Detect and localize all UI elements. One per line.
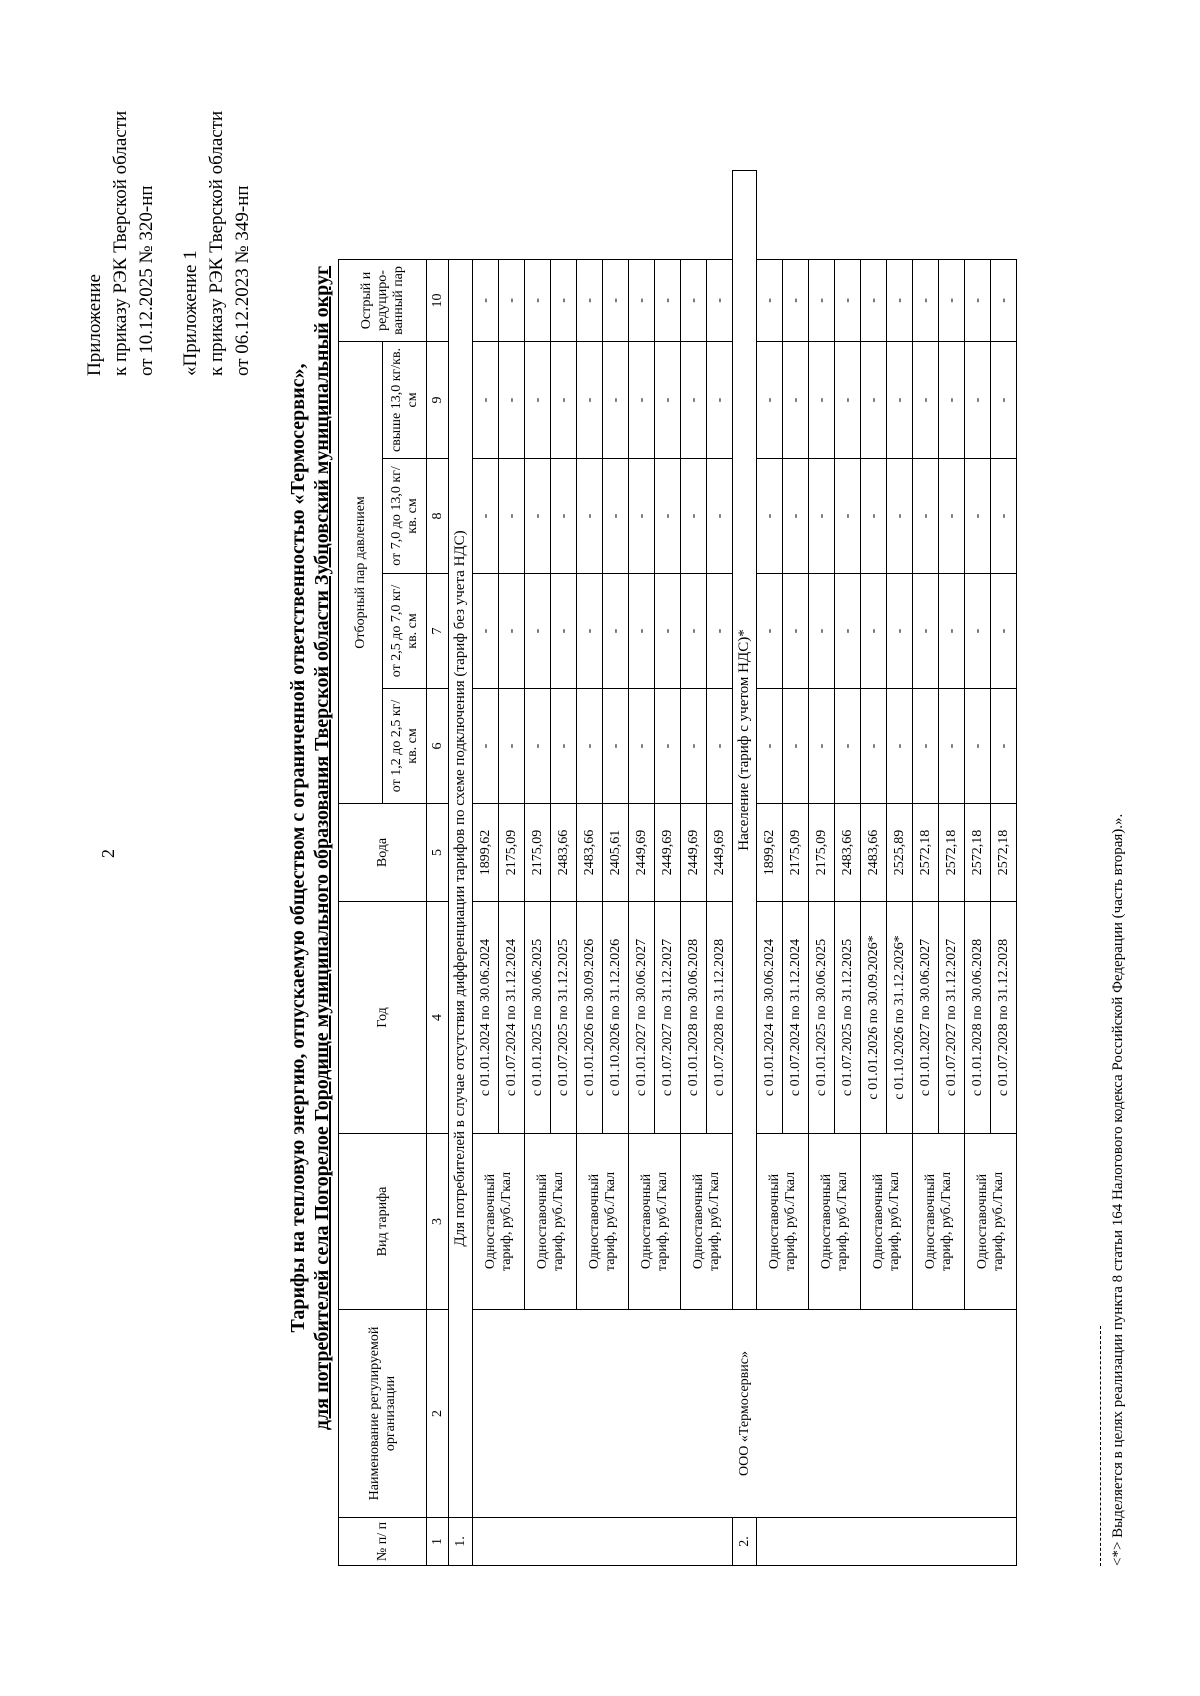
empty-value-cell: - bbox=[913, 458, 939, 573]
tariff-label-line: Одноставочный bbox=[974, 1173, 990, 1270]
empty-value-cell: - bbox=[525, 458, 551, 573]
empty-value-cell: - bbox=[499, 458, 525, 573]
empty-value-cell: - bbox=[473, 688, 499, 803]
empty-value-cell: - bbox=[681, 573, 707, 688]
empty-value-cell: - bbox=[551, 688, 577, 803]
tariff-label-line: тариф, руб./Гкал bbox=[990, 1171, 1006, 1272]
empty-value-cell: - bbox=[809, 259, 835, 341]
empty-value-cell: - bbox=[913, 688, 939, 803]
header-year: Год bbox=[339, 901, 427, 1133]
water-tariff-cell: 2483,66 bbox=[551, 803, 577, 901]
tariff-label-line: тариф, руб./Гкал bbox=[834, 1171, 850, 1272]
period-cell: с 01.07.2024 по 31.12.2024 bbox=[783, 901, 809, 1133]
tariff-type-cell bbox=[525, 1133, 577, 1309]
empty-value-cell: - bbox=[913, 341, 939, 458]
period-cell: с 01.10.2026 по 31.12.2026 bbox=[603, 901, 629, 1133]
empty-value-cell: - bbox=[499, 341, 525, 458]
empty-value-cell: - bbox=[707, 688, 733, 803]
empty-value-cell: - bbox=[629, 573, 655, 688]
header-water: Вода bbox=[339, 803, 427, 901]
water-tariff-cell: 2449,69 bbox=[707, 803, 733, 901]
empty-value-cell: - bbox=[525, 341, 551, 458]
section-number: 2. bbox=[733, 1517, 757, 1565]
period-cell: с 01.01.2024 по 30.06.2024 bbox=[757, 901, 783, 1133]
period-cell: с 01.01.2026 по 30.09.2026 bbox=[577, 901, 603, 1133]
water-tariff-cell: 2175,09 bbox=[809, 803, 835, 901]
empty-value-cell: - bbox=[757, 341, 783, 458]
section-title: Для потребителей в случае отсутствия дифференциации тарифов по схеме подключения (тариф без учета НДС) bbox=[449, 259, 473, 1517]
empty-value-cell: - bbox=[783, 341, 809, 458]
empty-value-cell: - bbox=[473, 341, 499, 458]
empty-value-cell: - bbox=[655, 573, 681, 688]
tariff-label-line: Одноставочный bbox=[766, 1173, 782, 1270]
number-cell bbox=[473, 1517, 733, 1565]
empty-value-cell: - bbox=[603, 341, 629, 458]
appendix-line: «Приложение 1 bbox=[180, 250, 201, 376]
empty-value-cell: - bbox=[551, 259, 577, 341]
empty-value-cell: - bbox=[887, 341, 913, 458]
tariff-label-line: Одноставочный bbox=[870, 1173, 886, 1270]
empty-value-cell: - bbox=[499, 688, 525, 803]
tariff-type-cell bbox=[913, 1133, 965, 1309]
header-steam1: от 1,2 до 2,5 кг/кв. см bbox=[383, 688, 427, 803]
empty-value-cell: - bbox=[861, 341, 887, 458]
header-steam-group: Отборный пар давлением bbox=[339, 341, 383, 803]
empty-value-cell: - bbox=[707, 458, 733, 573]
empty-value-cell: - bbox=[965, 458, 991, 573]
empty-value-cell: - bbox=[913, 573, 939, 688]
water-tariff-cell: 2483,66 bbox=[835, 803, 861, 901]
title-line-1: Тарифы на тепловую энергию, отпускаемую обществом с ограниченной ответственностью «Термосервис», bbox=[287, 363, 309, 1333]
table-row bbox=[473, 171, 499, 1566]
header-steam2: от 2,5 до 7,0 кг/кв. см bbox=[383, 573, 427, 688]
empty-value-cell: - bbox=[577, 341, 603, 458]
period-cell: с 01.01.2028 по 30.06.2028 bbox=[681, 901, 707, 1133]
empty-value-cell: - bbox=[835, 259, 861, 341]
empty-value-cell: - bbox=[835, 688, 861, 803]
empty-value-cell: - bbox=[603, 259, 629, 341]
column-number: 1 bbox=[427, 1517, 449, 1565]
empty-value-cell: - bbox=[499, 259, 525, 341]
empty-value-cell: - bbox=[629, 341, 655, 458]
tariff-table bbox=[338, 170, 1017, 1566]
empty-value-cell: - bbox=[681, 688, 707, 803]
empty-value-cell: - bbox=[525, 259, 551, 341]
tariff-label-line: Одноставочный bbox=[690, 1173, 706, 1270]
empty-value-cell: - bbox=[757, 458, 783, 573]
water-tariff-cell: 2175,09 bbox=[783, 803, 809, 901]
empty-value-cell: - bbox=[707, 259, 733, 341]
header-organization: Наименование регулируемой организации bbox=[339, 1309, 427, 1517]
footnote-separator bbox=[1100, 1326, 1101, 1566]
number-cell bbox=[757, 1517, 1017, 1565]
empty-value-cell: - bbox=[913, 259, 939, 341]
title-line-2: для потребителей села Погорелое Городище муниципального образования Тверской области Зубцовский муниципальный округ bbox=[311, 265, 333, 1431]
empty-value-cell: - bbox=[991, 688, 1017, 803]
empty-value-cell: - bbox=[939, 458, 965, 573]
column-number: 8 bbox=[427, 458, 449, 573]
section-number: 1. bbox=[449, 1517, 473, 1565]
empty-value-cell: - bbox=[965, 573, 991, 688]
column-number: 9 bbox=[427, 341, 449, 458]
empty-value-cell: - bbox=[473, 259, 499, 341]
empty-value-cell: - bbox=[939, 573, 965, 688]
empty-value-cell: - bbox=[707, 341, 733, 458]
appendix-line: от 06.12.2023 № 349-нп bbox=[232, 185, 253, 376]
empty-value-cell: - bbox=[965, 341, 991, 458]
water-tariff-cell: 2525,89 bbox=[887, 803, 913, 901]
empty-value-cell: - bbox=[577, 259, 603, 341]
period-cell: с 01.07.2027 по 31.12.2027 bbox=[939, 901, 965, 1133]
period-cell: с 01.07.2028 по 31.12.2028 bbox=[991, 901, 1017, 1133]
empty-value-cell: - bbox=[681, 259, 707, 341]
water-tariff-cell: 2175,09 bbox=[499, 803, 525, 901]
empty-value-cell: - bbox=[861, 458, 887, 573]
empty-value-cell: - bbox=[835, 458, 861, 573]
water-tariff-cell: 1899,62 bbox=[473, 803, 499, 901]
empty-value-cell: - bbox=[629, 688, 655, 803]
period-cell: с 01.01.2027 по 30.06.2027 bbox=[913, 901, 939, 1133]
appendix-line: от 10.12.2025 № 320-нп bbox=[136, 185, 157, 376]
tariff-type-cell bbox=[965, 1133, 1017, 1309]
empty-value-cell: - bbox=[757, 573, 783, 688]
header-number: № п/ п bbox=[339, 1517, 427, 1565]
section-row bbox=[449, 171, 473, 1566]
water-tariff-cell: 2572,18 bbox=[965, 803, 991, 901]
tariff-label-line: Одноставочный bbox=[818, 1173, 834, 1270]
empty-value-cell: - bbox=[887, 259, 913, 341]
column-number-row bbox=[427, 171, 449, 1566]
empty-value-cell: - bbox=[991, 573, 1017, 688]
water-tariff-cell: 2572,18 bbox=[913, 803, 939, 901]
empty-value-cell: - bbox=[939, 341, 965, 458]
tariff-label-line: тариф, руб./Гкал bbox=[782, 1171, 798, 1272]
period-cell: с 01.07.2025 по 31.12.2025 bbox=[835, 901, 861, 1133]
document-title bbox=[286, 0, 334, 1696]
empty-value-cell: - bbox=[551, 458, 577, 573]
period-cell: с 01.01.2026 по 30.09.2026* bbox=[861, 901, 887, 1133]
tariff-type-cell bbox=[861, 1133, 913, 1309]
period-cell: с 01.01.2025 по 30.06.2025 bbox=[525, 901, 551, 1133]
water-tariff-cell: 2483,66 bbox=[861, 803, 887, 901]
period-cell: с 01.07.2025 по 31.12.2025 bbox=[551, 901, 577, 1133]
empty-value-cell: - bbox=[835, 341, 861, 458]
empty-value-cell: - bbox=[809, 458, 835, 573]
period-cell: с 01.01.2025 по 30.06.2025 bbox=[809, 901, 835, 1133]
empty-value-cell: - bbox=[499, 573, 525, 688]
period-cell: с 01.01.2027 по 30.06.2027 bbox=[629, 901, 655, 1133]
empty-value-cell: - bbox=[551, 341, 577, 458]
page-number: 2 bbox=[98, 849, 118, 858]
tariff-label-line: Одноставочный bbox=[922, 1173, 938, 1270]
empty-value-cell: - bbox=[473, 573, 499, 688]
empty-value-cell: - bbox=[655, 259, 681, 341]
column-number: 6 bbox=[427, 688, 449, 803]
tariff-type-cell bbox=[681, 1133, 733, 1309]
tariff-label-line: тариф, руб./Гкал bbox=[602, 1171, 618, 1272]
empty-value-cell: - bbox=[577, 573, 603, 688]
header-row bbox=[339, 171, 383, 1566]
period-cell: с 01.01.2024 по 30.06.2024 bbox=[473, 901, 499, 1133]
period-cell: с 01.07.2027 по 31.12.2027 bbox=[655, 901, 681, 1133]
tariff-label-line: тариф, руб./Гкал bbox=[654, 1171, 670, 1272]
column-number: 4 bbox=[427, 901, 449, 1133]
period-cell: с 01.07.2028 по 31.12.2028 bbox=[707, 901, 733, 1133]
empty-value-cell: - bbox=[861, 688, 887, 803]
empty-value-cell: - bbox=[473, 458, 499, 573]
period-cell: с 01.10.2026 по 31.12.2026* bbox=[887, 901, 913, 1133]
period-cell: с 01.07.2024 по 31.12.2024 bbox=[499, 901, 525, 1133]
empty-value-cell: - bbox=[655, 341, 681, 458]
tariff-type-cell bbox=[809, 1133, 861, 1309]
water-tariff-cell: 2449,69 bbox=[655, 803, 681, 901]
empty-value-cell: - bbox=[939, 259, 965, 341]
tariff-type-cell bbox=[473, 1133, 525, 1309]
tariff-label-line: Одноставочный bbox=[638, 1173, 654, 1270]
tariff-label-line: тариф, руб./Гкал bbox=[938, 1171, 954, 1272]
tariff-label-line: Одноставочный bbox=[586, 1173, 602, 1270]
appendix-line: к приказу РЭК Тверской области bbox=[206, 110, 227, 376]
water-tariff-cell: 2572,18 bbox=[939, 803, 965, 901]
column-number: 3 bbox=[427, 1133, 449, 1309]
water-tariff-cell: 1899,62 bbox=[757, 803, 783, 901]
column-number: 7 bbox=[427, 573, 449, 688]
tariff-type-cell bbox=[577, 1133, 629, 1309]
empty-value-cell: - bbox=[835, 573, 861, 688]
tariff-label-line: Одноставочный bbox=[534, 1173, 550, 1270]
water-tariff-cell: 2449,69 bbox=[629, 803, 655, 901]
column-number: 10 bbox=[427, 259, 449, 341]
header-steam3: от 7,0 до 13,0 кг/кв. см bbox=[383, 458, 427, 573]
water-tariff-cell: 2449,69 bbox=[681, 803, 707, 901]
column-number: 2 bbox=[427, 1309, 449, 1517]
water-tariff-cell: 2483,66 bbox=[577, 803, 603, 901]
empty-value-cell: - bbox=[887, 458, 913, 573]
appendix-line: к приказу РЭК Тверской области bbox=[110, 110, 131, 376]
empty-value-cell: - bbox=[783, 688, 809, 803]
empty-value-cell: - bbox=[577, 458, 603, 573]
appendix-line: Приложение bbox=[84, 274, 105, 376]
empty-value-cell: - bbox=[629, 259, 655, 341]
empty-value-cell: - bbox=[655, 688, 681, 803]
header-tariff-type: Вид тарифа bbox=[339, 1133, 427, 1309]
empty-value-cell: - bbox=[757, 688, 783, 803]
empty-value-cell: - bbox=[577, 688, 603, 803]
tariff-type-cell bbox=[757, 1133, 809, 1309]
empty-value-cell: - bbox=[939, 688, 965, 803]
empty-value-cell: - bbox=[783, 573, 809, 688]
empty-value-cell: - bbox=[525, 573, 551, 688]
empty-value-cell: - bbox=[991, 259, 1017, 341]
tariff-label-line: тариф, руб./Гкал bbox=[886, 1171, 902, 1272]
water-tariff-cell: 2572,18 bbox=[991, 803, 1017, 901]
empty-value-cell: - bbox=[861, 573, 887, 688]
empty-value-cell: - bbox=[965, 259, 991, 341]
tariff-label-line: тариф, руб./Гкал bbox=[550, 1171, 566, 1272]
footnote: <*> Выделяется в целях реализации пункта 8 статьи 164 Налогового кодекса Российской Федерации (часть вторая).». bbox=[1110, 813, 1126, 1566]
header-sharp-steam: Острый и редуциро-ванный пар bbox=[339, 259, 427, 341]
empty-value-cell: - bbox=[525, 688, 551, 803]
empty-value-cell: - bbox=[551, 573, 577, 688]
empty-value-cell: - bbox=[809, 573, 835, 688]
empty-value-cell: - bbox=[603, 688, 629, 803]
empty-value-cell: - bbox=[991, 458, 1017, 573]
empty-value-cell: - bbox=[991, 341, 1017, 458]
period-cell: с 01.01.2028 по 30.06.2028 bbox=[965, 901, 991, 1133]
header-steam4: свыше 13,0 кг/кв. см bbox=[383, 341, 427, 458]
section-title: Население (тариф с учетом НДС)* bbox=[733, 171, 757, 1310]
tariff-label-line: Одноставочный bbox=[482, 1173, 498, 1270]
empty-value-cell: - bbox=[707, 573, 733, 688]
empty-value-cell: - bbox=[809, 341, 835, 458]
previous-appendix-header bbox=[178, 111, 256, 376]
empty-value-cell: - bbox=[681, 458, 707, 573]
empty-value-cell: - bbox=[809, 688, 835, 803]
column-number: 5 bbox=[427, 803, 449, 901]
appendix-header bbox=[82, 111, 160, 376]
water-tariff-cell: 2175,09 bbox=[525, 803, 551, 901]
empty-value-cell: - bbox=[965, 688, 991, 803]
empty-value-cell: - bbox=[887, 573, 913, 688]
tariff-table-body bbox=[339, 171, 1017, 1566]
tariff-label-line: тариф, руб./Гкал bbox=[706, 1171, 722, 1272]
tariff-type-cell bbox=[629, 1133, 681, 1309]
empty-value-cell: - bbox=[861, 259, 887, 341]
organization-cell: ООО «Термосервис» bbox=[473, 1309, 1017, 1517]
empty-value-cell: - bbox=[655, 458, 681, 573]
tariff-label-line: тариф, руб./Гкал bbox=[498, 1171, 514, 1272]
empty-value-cell: - bbox=[603, 458, 629, 573]
empty-value-cell: - bbox=[757, 259, 783, 341]
water-tariff-cell: 2405,61 bbox=[603, 803, 629, 901]
empty-value-cell: - bbox=[603, 573, 629, 688]
empty-value-cell: - bbox=[681, 341, 707, 458]
empty-value-cell: - bbox=[887, 688, 913, 803]
empty-value-cell: - bbox=[783, 259, 809, 341]
empty-value-cell: - bbox=[629, 458, 655, 573]
empty-value-cell: - bbox=[783, 458, 809, 573]
